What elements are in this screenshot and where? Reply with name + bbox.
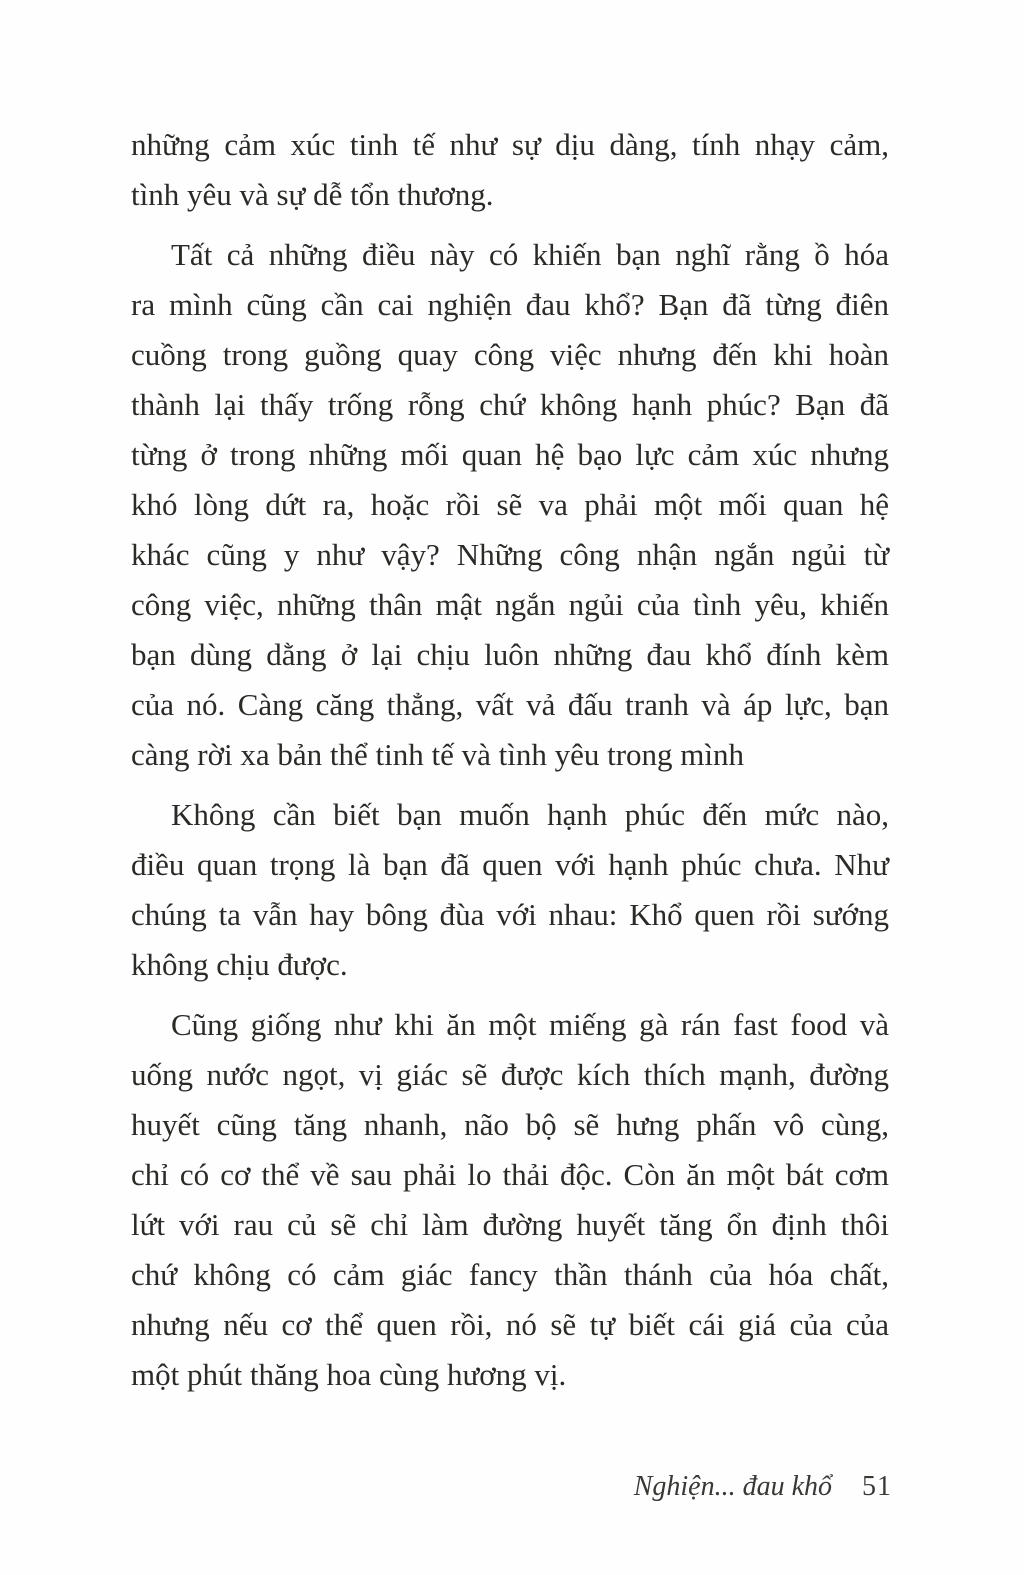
- text-line: một phút thăng hoa cùng hương vị.: [131, 1357, 567, 1392]
- paragraph: [131, 230, 889, 780]
- text-line: khác cũng y như vậy? Những công nhận ngắn ngủi từ: [131, 537, 889, 572]
- paragraph: [131, 120, 889, 220]
- text-line: nhưng nếu cơ thể quen rồi, nó sẽ tự biết cái giá của của: [131, 1307, 889, 1342]
- text-line: ra mình cũng cần cai nghiện đau khổ? Bạn đã từng điên: [131, 287, 889, 322]
- text-line: của nó. Càng căng thẳng, vất vả đấu tranh và áp lực, bạn: [131, 687, 889, 722]
- text-line: tình yêu và sự dễ tổn thương.: [131, 177, 494, 212]
- text-line: khó lòng dứt ra, hoặc rồi sẽ va phải một mối quan hệ: [131, 487, 889, 522]
- text-line: chứ không có cảm giác fancy thần thánh của hóa chất,: [131, 1257, 889, 1292]
- page-number: 51: [862, 1471, 892, 1502]
- text-line: Cũng giống như khi ăn một miếng gà rán fast food và: [171, 1007, 889, 1042]
- text-line: chỉ có cơ thể về sau phải lo thải độc. Còn ăn một bát cơm: [131, 1157, 889, 1192]
- text-line: lứt với rau củ sẽ chỉ làm đường huyết tăng ổn định thôi: [131, 1207, 889, 1242]
- text-line: Không cần biết bạn muốn hạnh phúc đến mức nào,: [171, 797, 889, 832]
- text-line: chúng ta vẫn hay bông đùa với nhau: Khổ quen rồi sướng: [131, 897, 889, 932]
- text-line: không chịu được.: [131, 947, 348, 982]
- text-line: Tất cả những điều này có khiến bạn nghĩ rằng ồ hóa: [171, 237, 889, 272]
- text-line: những cảm xúc tinh tế như sự dịu dàng, tính nhạy cảm,: [131, 127, 889, 162]
- text-line: huyết cũng tăng nhanh, não bộ sẽ hưng phấn vô cùng,: [131, 1107, 889, 1142]
- text-line: từng ở trong những mối quan hệ bạo lực cảm xúc nhưng: [131, 437, 889, 472]
- page-footer: [634, 1462, 892, 1512]
- text-line: điều quan trọng là bạn đã quen với hạnh phúc chưa. Như: [131, 847, 889, 882]
- text-line: bạn dùng dằng ở lại chịu luôn những đau khổ đính kèm: [131, 637, 889, 672]
- paragraph: [131, 790, 889, 990]
- paragraph: [131, 1000, 889, 1400]
- text-line: uống nước ngọt, vị giác sẽ được kích thích mạnh, đường: [131, 1057, 889, 1092]
- running-title: Nghiện... đau khổ: [633, 1471, 832, 1502]
- text-line: công việc, những thân mật ngắn ngủi của tình yêu, khiến: [131, 587, 889, 622]
- text-line: càng rời xa bản thể tinh tế và tình yêu trong mình: [131, 737, 744, 772]
- text-line: cuồng trong guồng quay công việc nhưng đến khi hoàn: [131, 337, 889, 372]
- text-line: thành lại thấy trống rỗng chứ không hạnh phúc? Bạn đã: [131, 387, 889, 422]
- text-block: [131, 120, 889, 1400]
